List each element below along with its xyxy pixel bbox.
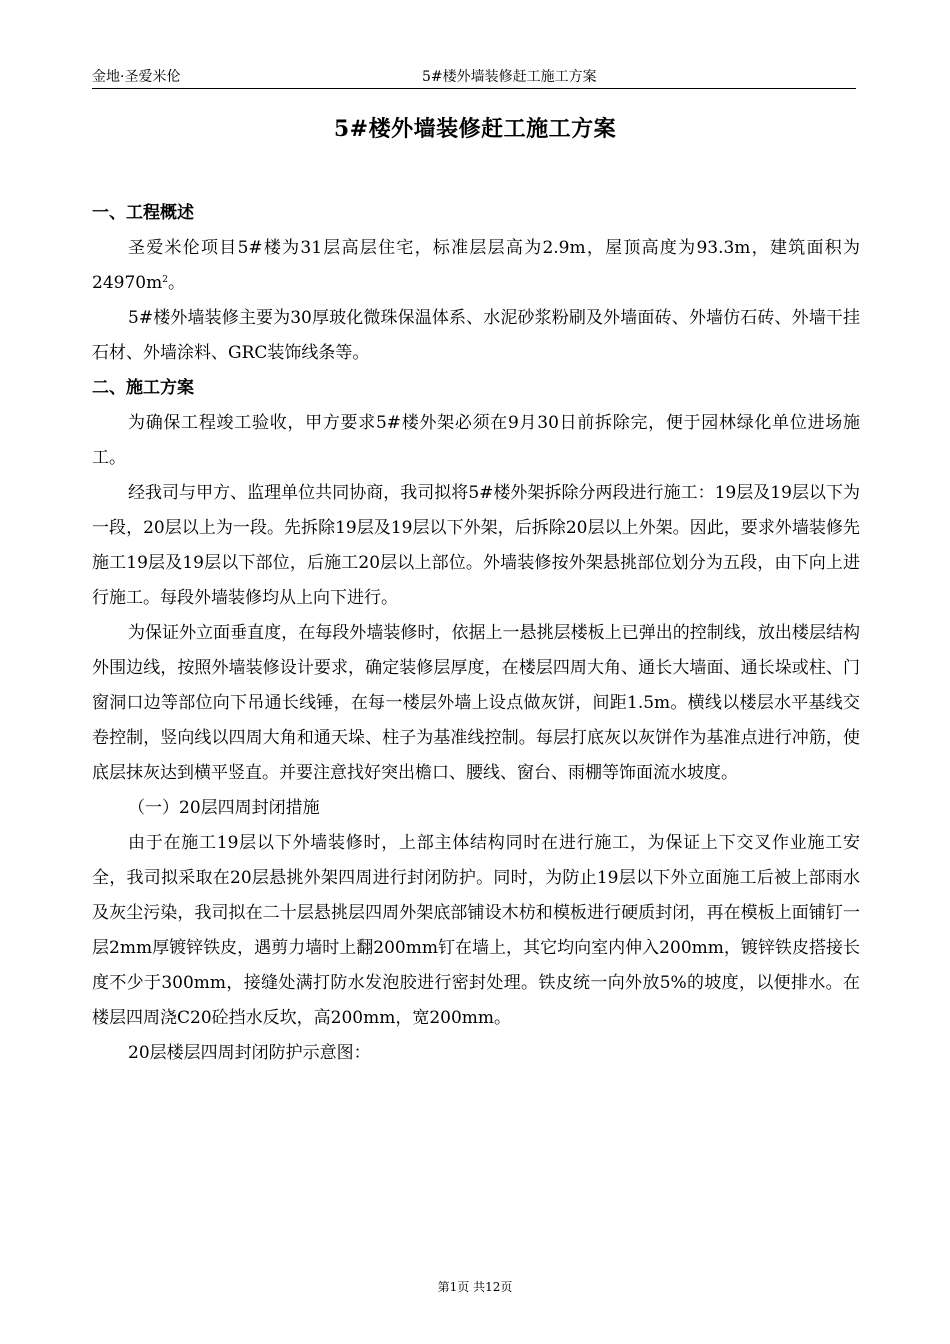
header-document-title: 5#楼外墙装修赶工施工方案 — [422, 69, 597, 85]
document-title: 5#楼外墙装修赶工施工方案 — [333, 116, 617, 142]
paragraph-plan-4: 由于在施工19层以下外墙装修时，上部主体结构同时在进行施工，为保证上下交叉作业施工安全，我司拟采取在20层悬挑外架四周进行封闭防护。同时，为防止19层以下外立面施工后被上部雨水及灰尘污染，我司拟在二十层悬挑层四周外架底部铺设木枋和模板进行硬质封闭，再在模板上面铺钉一层2mm厚镀锌铁皮，遇剪力墙时上翻200mm钉在墙上，其它均向室内伸入200mm，镀锌铁皮搭接长度不少于300mm，接缝处满打防水发泡胶进行密封处理。铁皮统一向外放5%的坡度，以便排水。在楼层四周浇C20砼挡水反坎，高200mm，宽200mm。 — [92, 833, 860, 1028]
page-header — [92, 66, 856, 89]
paragraph-plan-2: 经我司与甲方、监理单位共同协商，我司拟将5#楼外架拆除分两段进行施工：19层及19层以下为一段，20层以上为一段。先拆除19层及19层以下外架，后拆除20层以上外架。因此，要求外墙装修先施工19层及19层以下部位，后施工20层以上部位。外墙装修按外架悬挑部位划分为五段，由下向上进行施工。每段外墙装修均从上向下进行。 — [92, 483, 860, 608]
page-number: 第1页 共12页 — [437, 1280, 513, 1294]
section-heading-plan: 二、施工方案 — [92, 378, 194, 398]
paragraph-plan-5: 20层楼层四周封闭防护示意图： — [128, 1043, 371, 1063]
header-project-name: 金地·圣爱米伦 — [92, 69, 181, 85]
paragraph-overview-2: 5#楼外墙装修主要为30厚玻化微珠保温体系、水泥砂浆粉刷及外墙面砖、外墙仿石砖、外墙干挂石材、外墙涂料、GRC装饰线条等。 — [92, 308, 860, 363]
paragraph-overview-1: 圣爱米伦项目5#楼为31层高层住宅，标准层层高为2.9m，屋顶高度为93.3m，建筑面积为$24970m^2$。 — [92, 238, 860, 293]
paragraph-plan-3: 为保证外立面垂直度，在每段外墙装修时，依据上一悬挑层楼板上已弹出的控制线，放出楼层结构外围边线，按照外墙装修设计要求，确定装修层厚度，在楼层四周大角、通长大墙面、通长垛或柱、门窗洞口边等部位向下吊通长线锤，在每一楼层外墙上设点做灰饼，间距1.5m。横线以楼层水平基线交卷控制，竖向线以四周大角和通天垛、柱子为基准线控制。每层打底灰以灰饼作为基准点进行冲筋，使底层抹灰达到横平竖直。并要注意找好突出檐口、腰线、窗台、雨棚等饰面流水坡度。 — [92, 623, 860, 783]
subsection-heading-20f-enclosure: （一）20层四周封闭措施 — [128, 798, 320, 818]
paragraph-plan-1: 为确保工程竣工验收，甲方要求5#楼外架必须在9月30日前拆除完，便于园林绿化单位进场施工。 — [92, 413, 860, 468]
document-body — [92, 196, 860, 1071]
section-heading-overview: 一、工程概述 — [92, 203, 194, 223]
